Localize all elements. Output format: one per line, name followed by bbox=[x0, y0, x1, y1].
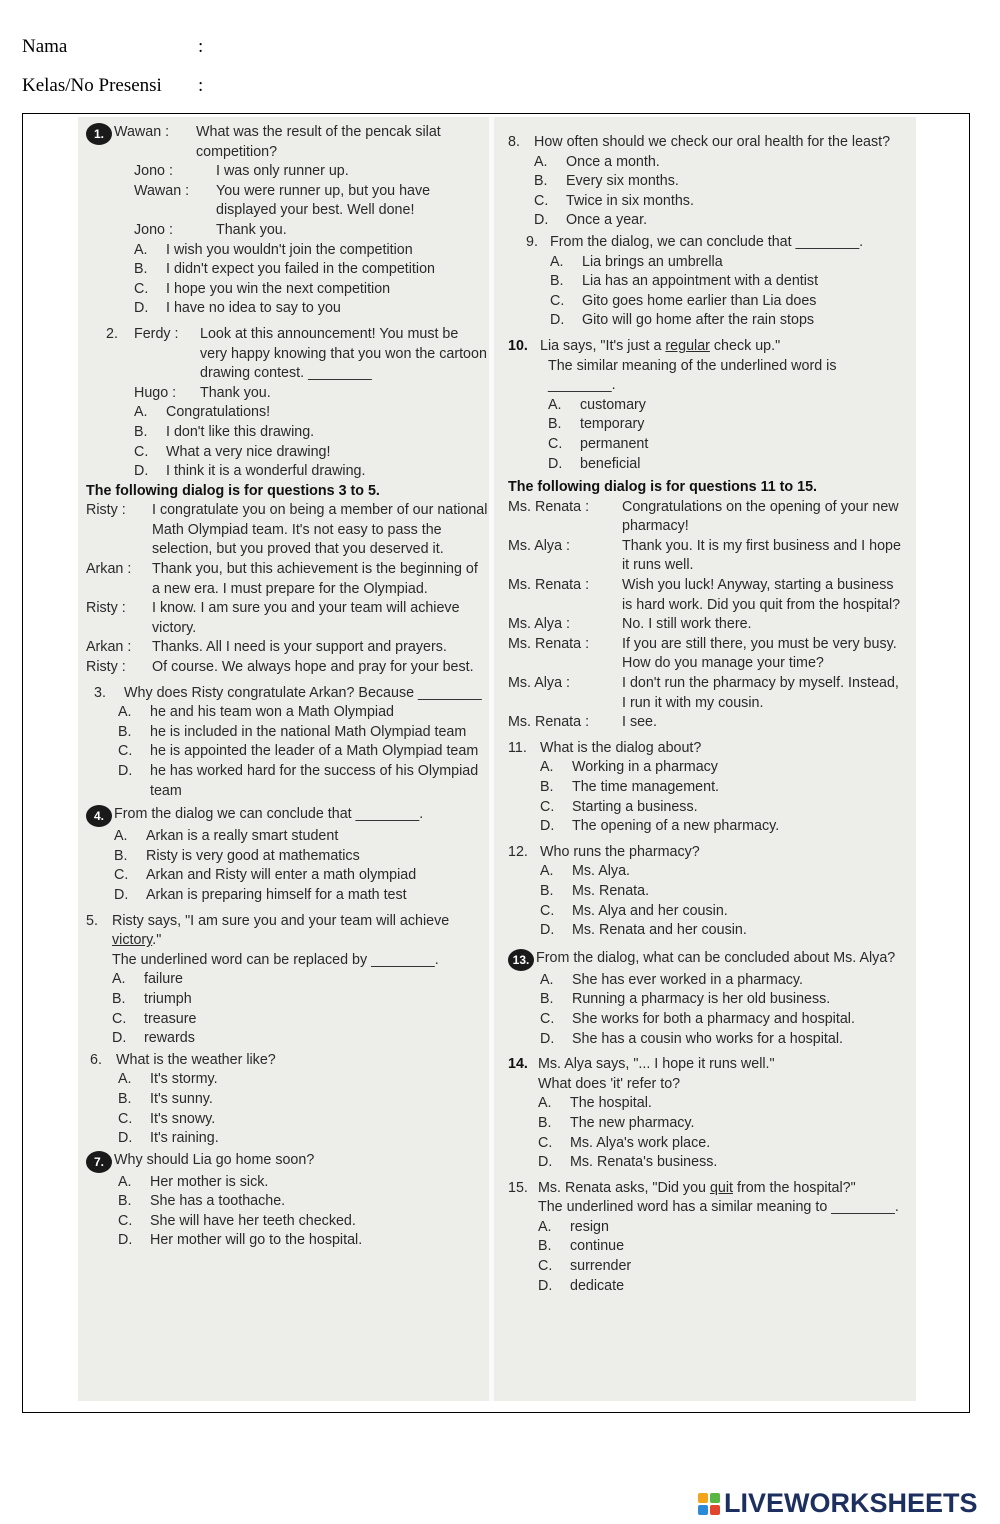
question-text: Ms. Alya says, "... I hope it runs well." bbox=[538, 1056, 775, 1073]
question-instruction: The similar meaning of the underlined word is ________. bbox=[548, 357, 837, 394]
speaker: Risty : bbox=[86, 600, 126, 617]
question-text: From the dialog, we can conclude that ________. bbox=[550, 233, 864, 250]
option-d: D. I think it is a wonderful drawing. bbox=[134, 463, 366, 480]
question-text: From the dialog, what can be concluded about Ms. Alya? bbox=[536, 949, 896, 966]
question-number: 10. bbox=[508, 337, 528, 354]
class-colon: : bbox=[198, 75, 204, 96]
dialog-line: You were runner up, but you have displayed your best. Well done! bbox=[216, 182, 431, 219]
option-c: C. She will have her teeth checked. bbox=[118, 1212, 356, 1229]
option-c: C. She works for both a pharmacy and hospital. bbox=[540, 1010, 855, 1027]
question-number-badge: 1. bbox=[86, 123, 112, 145]
dialog-heading: The following dialog is for questions 3 to 5. bbox=[86, 482, 380, 499]
option-a: A. he and his team won a Math Olympiad bbox=[118, 704, 394, 721]
option-c: C. Arkan and Risty will enter a math olympiad bbox=[114, 867, 417, 884]
speaker: Wawan : bbox=[134, 182, 190, 199]
option-a: A. It's stormy. bbox=[118, 1071, 218, 1088]
option-a: A. She has ever worked in a pharmacy. bbox=[540, 971, 803, 988]
question-text: What is the weather like? bbox=[116, 1051, 276, 1068]
name-field-row bbox=[22, 36, 203, 58]
option-a: A. The hospital. bbox=[538, 1095, 652, 1112]
question-7 bbox=[86, 1151, 488, 1251]
option-d: D. Arkan is preparing himself for a math test bbox=[114, 886, 407, 903]
question-number: 15. bbox=[508, 1179, 528, 1196]
question-text: Who runs the pharmacy? bbox=[540, 843, 700, 860]
question-text: From the dialog we can conclude that ________. bbox=[114, 806, 424, 823]
option-d: D. he has worked hard for the success of his Olympiad team bbox=[118, 763, 479, 799]
question-2 bbox=[86, 325, 488, 482]
dialog-line: Congratulations on the opening of your new pharmacy! bbox=[622, 498, 899, 535]
question-text: Lia says, "It's just a regular check up." bbox=[540, 337, 781, 354]
option-c: C. Gito goes home earlier than Lia does bbox=[550, 292, 817, 309]
option-b: B. temporary bbox=[548, 416, 645, 433]
option-d: D. I have no idea to say to you bbox=[134, 300, 341, 317]
question-number-badge: 4. bbox=[86, 805, 112, 827]
option-d: D. Gito will go home after the rain stops bbox=[550, 312, 815, 329]
option-b: B. Risty is very good at mathematics bbox=[114, 847, 360, 864]
option-a: A. Arkan is a really smart student bbox=[114, 828, 339, 845]
dialog-line: Wish you luck! Anyway, starting a business is hard work. Did you quit from the hospital? bbox=[622, 577, 901, 613]
question-6 bbox=[86, 1051, 488, 1149]
option-a: A. Her mother is sick. bbox=[118, 1173, 269, 1190]
option-d: D. Ms. Renata's business. bbox=[538, 1154, 718, 1171]
dialog-line: Thanks. All I need is your support and prayers. bbox=[152, 639, 447, 656]
question-number-badge: 7. bbox=[86, 1151, 112, 1173]
speaker: Jono : bbox=[134, 221, 173, 238]
dialog-line: Thank you, but this achievement is the beginning of a new era. I must prepare for the Olympiad. bbox=[152, 561, 478, 597]
option-c: C. It's snowy. bbox=[118, 1110, 216, 1127]
option-a: A. failure bbox=[112, 971, 183, 988]
question-12 bbox=[508, 843, 906, 941]
dialog-line: If you are still there, you must be very busy. How do you manage your time? bbox=[622, 635, 897, 672]
dialog-heading: The following dialog is for questions 11 to 15. bbox=[508, 479, 818, 496]
underlined-word: regular bbox=[665, 337, 710, 354]
dialog-line: I know. I am sure you and your team will achieve victory. bbox=[152, 600, 460, 636]
dialog-line: I see. bbox=[622, 714, 657, 731]
liveworksheets-logo[interactable] bbox=[698, 1488, 978, 1519]
dialog-line: What was the result of the pencak silat competition? bbox=[196, 124, 441, 160]
question-text: Why does Risty congratulate Arkan? Because ________ bbox=[124, 684, 482, 701]
question-3 bbox=[86, 684, 488, 802]
question-11 bbox=[508, 739, 906, 837]
question-4 bbox=[86, 805, 488, 905]
underlined-word: quit bbox=[709, 1179, 734, 1196]
question-14 bbox=[508, 1055, 906, 1173]
option-b: B. I don't like this drawing. bbox=[134, 423, 315, 440]
question-instruction: What does 'it' refer to? bbox=[538, 1075, 681, 1092]
option-d: D. rewards bbox=[112, 1030, 195, 1047]
left-column bbox=[86, 123, 488, 1251]
question-5 bbox=[86, 912, 488, 1049]
option-b: B. It's sunny. bbox=[118, 1090, 213, 1107]
question-number: 3. bbox=[94, 684, 106, 701]
question-8 bbox=[508, 133, 906, 231]
speaker: Ms. Renata : bbox=[508, 714, 590, 731]
question-number: 11. bbox=[508, 739, 527, 756]
question-number: 8. bbox=[508, 134, 520, 150]
question-number: 5. bbox=[86, 912, 98, 929]
speaker: Arkan : bbox=[86, 561, 132, 578]
question-1 bbox=[86, 123, 488, 319]
option-c: C. treasure bbox=[112, 1010, 197, 1027]
option-a: A. Lia brings an umbrella bbox=[550, 253, 723, 270]
speaker: Ms. Renata : bbox=[508, 498, 590, 515]
speaker: Jono : bbox=[134, 163, 173, 180]
option-a: A. I wish you wouldn't join the competition bbox=[134, 241, 413, 258]
question-text: What is the dialog about? bbox=[540, 739, 702, 756]
option-b: B. She has a toothache. bbox=[118, 1193, 286, 1210]
option-b: B. Every six months. bbox=[534, 173, 679, 190]
brand-icon bbox=[698, 1493, 720, 1515]
dialog-line: Thank you. bbox=[216, 221, 287, 238]
option-b: B. The new pharmacy. bbox=[538, 1114, 695, 1131]
option-d: D. It's raining. bbox=[118, 1130, 219, 1147]
question-text: Why should Lia go home soon? bbox=[114, 1151, 315, 1168]
speaker: Risty : bbox=[86, 502, 126, 519]
underlined-word: victory bbox=[112, 932, 153, 949]
option-c: C. I hope you win the next competition bbox=[134, 280, 391, 297]
option-b: B. The time management. bbox=[540, 779, 720, 795]
option-b: B. Lia has an appointment with a dentist bbox=[550, 273, 819, 290]
dialog-11-15 bbox=[508, 498, 906, 733]
dialog-line: I don't run the pharmacy by myself. Instead, I run it with my cousin. bbox=[622, 675, 899, 711]
option-a: A. Working in a pharmacy bbox=[540, 759, 718, 776]
option-c: C. What a very nice drawing! bbox=[134, 443, 331, 460]
question-number: 14. bbox=[508, 1056, 528, 1073]
question-instruction: The underlined word has a similar meaning to ________. bbox=[538, 1199, 899, 1216]
question-10 bbox=[508, 337, 906, 474]
option-c: C. he is appointed the leader of a Math Olympiad team bbox=[118, 743, 479, 760]
dialog-line: Thank you. bbox=[200, 384, 271, 401]
question-number-badge: 13. bbox=[508, 949, 534, 971]
name-colon: : bbox=[198, 36, 204, 57]
question-text: Ms. Renata asks, "Did you quit from the hospital?" bbox=[538, 1179, 856, 1196]
dialog-line: No. I still work there. bbox=[622, 616, 752, 633]
option-b: B. Running a pharmacy is her old business. bbox=[540, 991, 831, 1008]
question-text: Risty says, "I am sure you and your team will achieve victory." bbox=[112, 912, 450, 949]
speaker: Wawan : bbox=[114, 124, 170, 140]
option-a: A. Ms. Alya. bbox=[540, 863, 630, 880]
option-b: B. Ms. Renata. bbox=[540, 882, 650, 899]
option-c: C. permanent bbox=[548, 435, 649, 452]
option-a: A. resign bbox=[538, 1218, 609, 1235]
option-a: A. customary bbox=[548, 396, 646, 413]
option-d: D. beneficial bbox=[548, 455, 641, 472]
option-b: B. he is included in the national Math Olympiad team bbox=[118, 723, 467, 740]
right-column bbox=[508, 123, 906, 1296]
dialog-3-5 bbox=[86, 501, 488, 677]
speaker: Risty : bbox=[86, 659, 126, 676]
option-d: D. dedicate bbox=[538, 1277, 625, 1294]
speaker: Ms. Renata : bbox=[508, 635, 590, 652]
column-divider bbox=[489, 117, 494, 1401]
name-label: Nama bbox=[22, 36, 68, 57]
speaker: Arkan : bbox=[86, 639, 132, 656]
option-b: B. continue bbox=[538, 1238, 625, 1255]
option-d: D. Her mother will go to the hospital. bbox=[118, 1232, 363, 1249]
option-d: D. Ms. Renata and her cousin. bbox=[540, 922, 747, 939]
option-b: B. I didn't expect you failed in the competition bbox=[134, 261, 435, 278]
dialog-line: I congratulate you on being a member of our national Math Olympiad team. It's not easy to pass the selection, but you proved that you deserved it. bbox=[152, 502, 488, 558]
question-number: 2. bbox=[106, 325, 118, 342]
question-9 bbox=[508, 233, 906, 331]
option-d: D. She has a cousin who works for a hospital. bbox=[540, 1030, 843, 1047]
brand-name: LIVEWORKSHEETS bbox=[724, 1488, 978, 1518]
question-13 bbox=[508, 949, 906, 1049]
dialog-line: Thank you. It is my first business and I hope it runs well. bbox=[622, 537, 901, 574]
speaker: Ms. Alya : bbox=[508, 616, 570, 633]
question-number: 12. bbox=[508, 843, 528, 860]
option-d: D. Once a year. bbox=[534, 212, 648, 229]
speaker: Hugo : bbox=[134, 384, 177, 401]
question-text: How often should we check our oral health for the least? bbox=[534, 134, 891, 150]
option-c: C. Starting a business. bbox=[540, 798, 698, 815]
dialog-line: I was only runner up. bbox=[216, 163, 349, 180]
question-instruction: The underlined word can be replaced by ________. bbox=[112, 951, 439, 968]
speaker: Ferdy : bbox=[134, 325, 179, 342]
speaker: Ms. Alya : bbox=[508, 675, 570, 692]
option-a: A. Once a month. bbox=[534, 153, 660, 170]
speaker: Ms. Renata : bbox=[508, 577, 590, 594]
question-number: 6. bbox=[90, 1051, 102, 1068]
speaker: Ms. Alya : bbox=[508, 537, 570, 554]
option-d: D. The opening of a new pharmacy. bbox=[540, 818, 780, 835]
class-label: Kelas/No Presensi bbox=[22, 75, 162, 96]
option-c: C. Ms. Alya's work place. bbox=[538, 1134, 711, 1151]
option-c: C. Twice in six months. bbox=[534, 192, 694, 209]
class-field-row bbox=[22, 75, 203, 97]
dialog-line: Look at this announcement! You must be very happy knowing that you won the cartoon drawing contest. ________ bbox=[200, 325, 487, 382]
option-c: C. Ms. Alya and her cousin. bbox=[540, 902, 728, 919]
question-15 bbox=[508, 1179, 906, 1297]
option-c: C. surrender bbox=[538, 1258, 632, 1275]
option-a: A. Congratulations! bbox=[134, 404, 271, 421]
option-b: B. triumph bbox=[112, 990, 192, 1007]
question-number: 9. bbox=[526, 233, 538, 250]
dialog-line: Of course. We always hope and pray for your best. bbox=[152, 659, 474, 676]
